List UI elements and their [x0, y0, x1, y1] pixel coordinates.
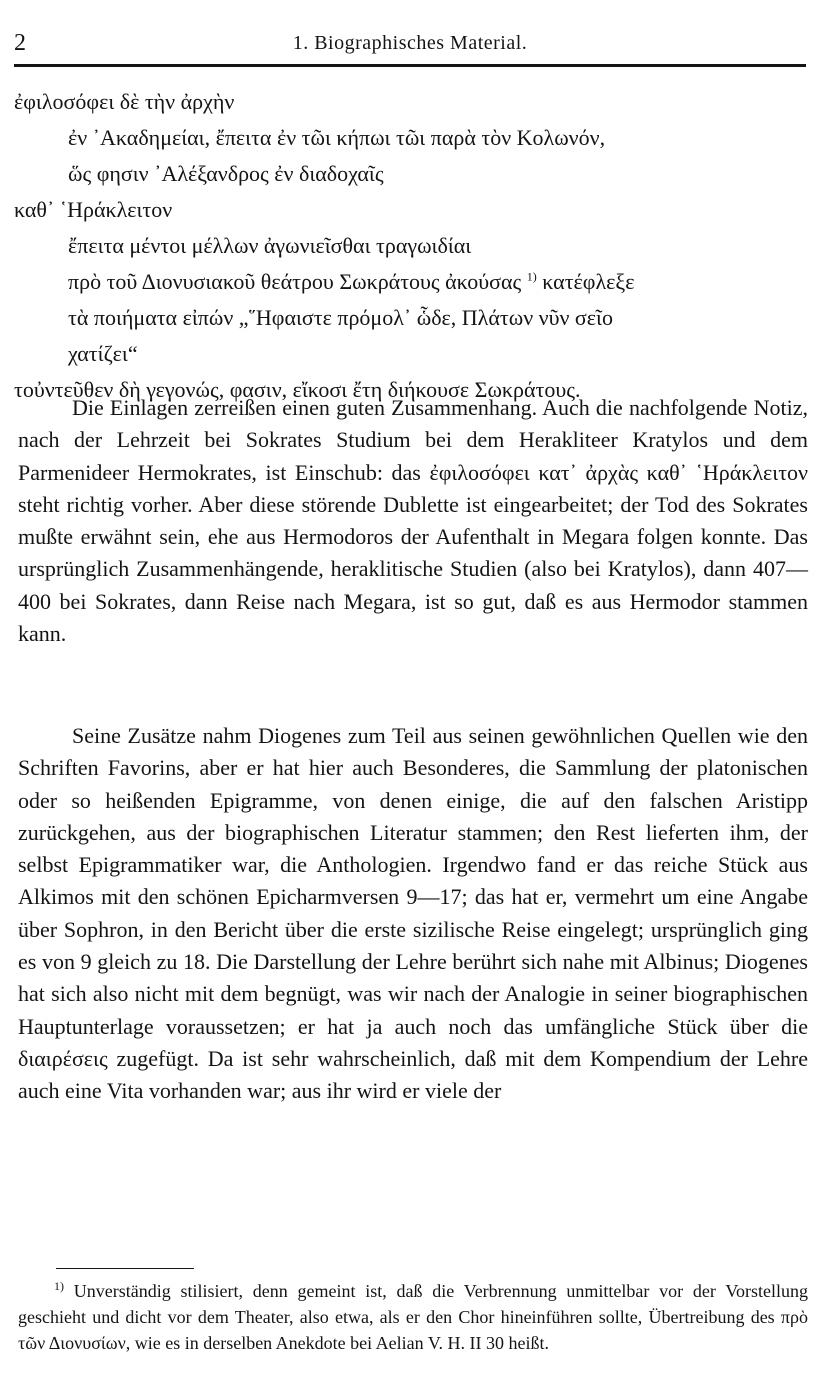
- page-number: 2: [14, 30, 26, 56]
- verse-line: τὰ ποιήματα εἰπών „῞Ηφαιστε πρόμολ᾿ ὧδε, Πλάτων νῦν σεῖο: [68, 305, 613, 330]
- header-rule: [14, 64, 806, 67]
- page-header: [14, 28, 806, 64]
- footnote-marker: 1): [526, 269, 537, 284]
- footnote-marker: 1): [54, 1279, 64, 1293]
- verse-line: ὥς φησιν ᾿Αλέξανδρος ἐν διαδοχαῖς: [68, 161, 384, 186]
- verse-line: τοὐντεῦθεν δὴ γεγονώς, φασιν, εἴκοσι ἔτη διήκουσε Σωκράτους.: [14, 377, 581, 402]
- verse-line: ἐφιλοσόφει δὲ τὴν ἀρχὴν: [14, 89, 235, 114]
- body-paragraph: Die Einlagen zerreißen einen guten Zusammenhang. Auch die nachfolgende Notiz, nach der Lehrzeit bei Sokrates Studium bei dem Herakliteer Kratylos und dem Parmenideer Hermokrates, ist Einschub: das ἐφιλοσόφει κατ᾿ ἀρχὰς καθ᾿ ῾Ηράκλειτον steht richtig vorher. Aber diese störende Dublette ist eingearbeitet; der Tod des Sokrates mußte erwähnt sein, ehe aus Hermodoros der Aufenthalt in Megara folgen konnte. Das ursprünglich Zusammenhängende, heraklitische Studien (also bei Kratylos), dann 407—400 bei Sokrates, dann Reise nach Megara, ist so gut, daß es aus Hermodor stammen kann.: [18, 395, 808, 647]
- running-title: 1. Biographisches Material.: [292, 32, 528, 54]
- greek-quotation: [14, 84, 810, 408]
- verse-line-with-note: [14, 264, 810, 300]
- footnote-text: Unverständig stilisiert, denn gemeint ist, daß die Verbrennung unmittelbar vor der Vorstellung geschieht und dicht vor dem Theater, also etwa, als er den Chor hineinführen sollte, Übertreibung des πρὸ τῶν Διονυσίων, wie es in derselben Anekdote bei Aelian V. H. II 30 heißt.: [18, 1281, 808, 1353]
- footnote-rule: [56, 1268, 194, 1269]
- body-paragraph: Seine Zusätze nahm Diogenes zum Teil aus seinen gewöhnlichen Quellen wie den Schriften Favorins, aber er hat hier auch Besonderes, die Sammlung der platonischen oder so heißenden Epigramme, von denen einige, die auf den falschen Aristipp zurückgehen, aus der biographischen Literatur stammen; den Rest lieferten ihm, der selbst Epigrammatiker war, die Anthologien. Irgendwo fand er das reiche Stück aus Alkimos mit den schönen Epicharmversen 9—17; das hat er, vermehrt um eine Angabe über Sophron, in den Bericht über die erste sizilische Reise eingelegt; ursprünglich ging es von 9 gleich zu 18. Die Darstellung der Lehre berührt sich nahe mit Albinus; Diogenes hat sich also nicht mit dem begnügt, was wir nach der Analogie in seiner biographischen Hauptunterlage voraussetzen; er hat ja auch noch das umfängliche Stück über die διαιρέσεις zugefügt. Da ist sehr wahrscheinlich, daß mit dem Kompendium der Lehre auch eine Vita vorhanden war; aus ihr wird er viele der: [18, 723, 808, 1104]
- verse-text-tail: κατέφλεξε: [542, 269, 635, 294]
- verse-line: ἔπειτα μέντοι μέλλων ἀγωνιεῖσθαι τραγωιδίαι: [68, 233, 472, 258]
- verse-line: χατίζει“: [68, 341, 138, 366]
- verse-line: ἐν ᾿Ακαδημείαι, ἔπειτα ἐν τῶι κήπωι τῶι παρὰ τὸν Κολωνόν,: [68, 125, 606, 150]
- verse-text: πρὸ τοῦ Διονυσιακοῦ θεάτρου Σωκράτους ἀκούσας: [68, 269, 522, 294]
- footnote: [18, 1278, 808, 1356]
- verse-line: καθ᾿ ῾Ηράκλειτον: [14, 197, 173, 222]
